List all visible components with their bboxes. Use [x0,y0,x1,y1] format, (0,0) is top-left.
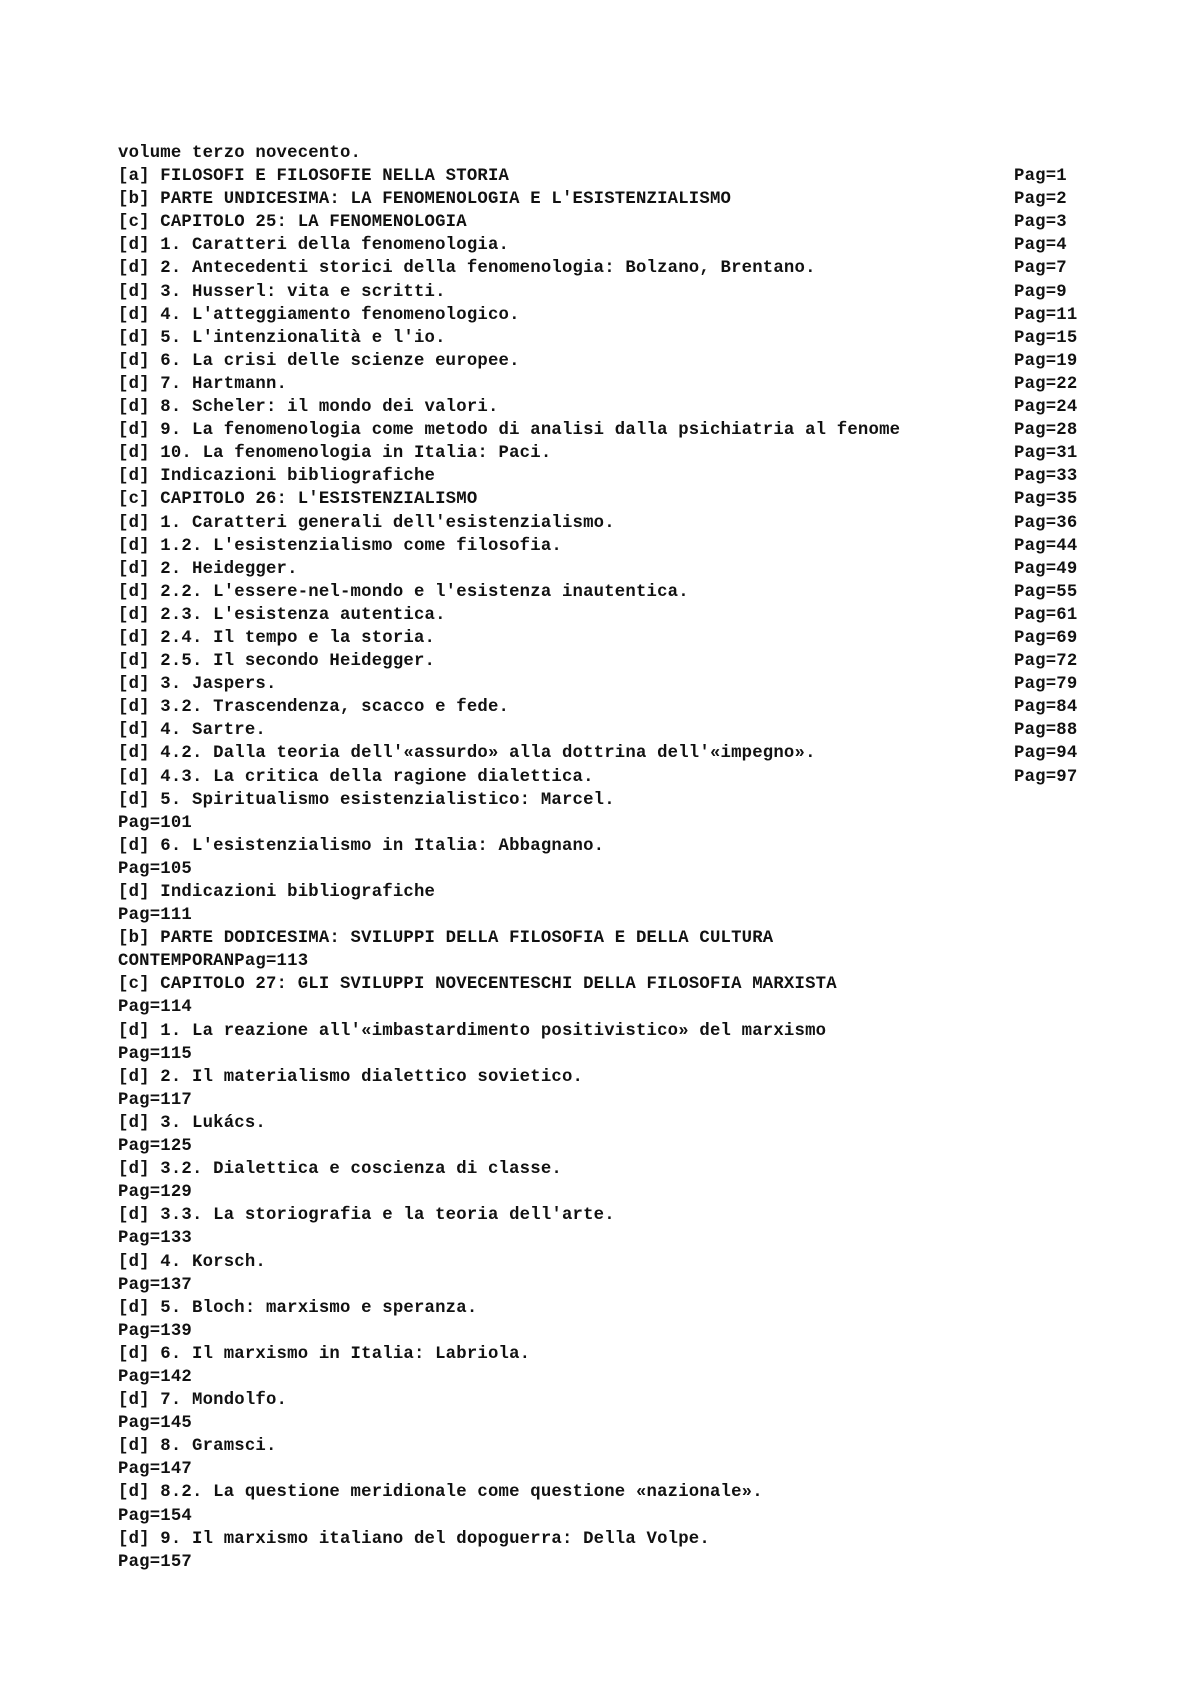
toc-entry-title: [b] PARTE UNDICESIMA: LA FENOMENOLOGIA E L'ESISTENZIALISMO [118,190,732,210]
toc-entry [118,650,1098,673]
toc-entry [118,211,1098,234]
toc-entry-page: Pag=7 [1014,257,1067,280]
toc-entry-title: [d] 7. Hartmann. [118,374,288,394]
toc-entry-title: [d] 8. Scheler: il mondo dei valori. [118,398,499,418]
toc-entry [118,766,1098,789]
toc-entry-title: [d] 3.2. Trascendenza, scacco e fede. [118,698,510,718]
toc-entry-page: Pag=157 [118,1552,192,1572]
toc-entry-page: Pag=31 [1014,442,1077,465]
toc-entry-title: [d] 2. Il materialismo dialettico sovietico. [118,1067,584,1087]
toc-document [118,142,1098,1574]
toc-entry-title: [d] 1. Caratteri generali dell'esistenzialismo. [118,513,615,533]
toc-entry-page: Pag=15 [1014,327,1077,350]
toc-entry-page: Pag=36 [1014,512,1077,535]
toc-entry [118,373,1098,396]
toc-entry [118,327,1098,350]
toc-entry-page: Pag=2 [1014,188,1067,211]
toc-entry-title: [d] Indicazioni bibliografiche [118,467,436,487]
toc-entry-title: [d] 4. L'atteggiamento fenomenologico. [118,305,520,325]
toc-entry-page: CONTEMPORANPag=113 [118,952,309,972]
toc-entry-page: Pag=88 [1014,719,1077,742]
toc-entry-page: Pag=72 [1014,650,1077,673]
toc-entry [118,627,1098,650]
toc-entry-title: [d] Indicazioni bibliografiche [118,883,436,902]
toc-entry [118,604,1098,627]
toc-entry-page: Pag=1 [1014,165,1067,188]
toc-entry-page: Pag=61 [1014,604,1077,627]
toc-entry-title: [d] 2. Heidegger. [118,559,298,579]
toc-entry-page: Pag=55 [1014,581,1077,604]
toc-entry-title: [d] 8.2. La questione meridionale come questione «nazionale». [118,1483,763,1503]
toc-entry-page: Pag=147 [118,1460,192,1480]
toc-entry-page: Pag=94 [1014,742,1077,765]
toc-entry-title: [d] 2.3. L'esistenza autentica. [118,605,446,625]
toc-entry-page: Pag=4 [1014,234,1067,257]
toc-entry-title: [d] 9. Il marxismo italiano del dopoguerra: Della Volpe. [118,1529,710,1549]
toc-entry-title: [d] 1. La reazione all'«imbastardimento positivistico» del marxismo [118,1021,827,1041]
toc-entry-page: Pag=24 [1014,396,1077,419]
toc-entry-page: Pag=129 [118,1183,192,1203]
toc-entry-title: [a] FILOSOFI E FILOSOFIE NELLA STORIA [118,167,510,187]
toc-entry [118,281,1098,304]
toc-entry-page: Pag=111 [118,906,192,926]
toc-entry-page: Pag=142 [118,1367,192,1387]
toc-entry [118,696,1098,719]
toc-entry-page: Pag=84 [1014,696,1077,719]
toc-entry [118,673,1098,696]
toc-entry-page: Pag=101 [118,813,192,833]
toc-aligned-entries [118,165,1098,789]
toc-entry-title: [c] CAPITOLO 27: GLI SVILUPPI NOVECENTESCHI DELLA FILOSOFIA MARXISTA [118,975,837,995]
toc-entry-title: [d] 5. Bloch: marxismo e speranza. [118,1298,478,1318]
toc-entry-title: [d] 4.2. Dalla teoria dell'«assurdo» alla dottrina dell'«impegno». [118,744,816,764]
toc-entry-title: [d] 4. Korsch. [118,1252,266,1272]
toc-entry-title: [d] 4. Sartre. [118,721,266,741]
toc-entry [118,257,1098,280]
toc-entry-page: Pag=139 [118,1321,192,1341]
toc-entry-page: Pag=117 [118,1090,192,1110]
toc-entry-title: [d] 2.4. Il tempo e la storia. [118,628,436,648]
toc-entry-page: Pag=114 [118,998,192,1018]
toc-entry-page: Pag=97 [1014,766,1077,789]
toc-entry [118,535,1098,558]
toc-entry-title: [d] 1. Caratteri della fenomenologia. [118,236,510,256]
toc-entry-page: Pag=137 [118,1275,192,1295]
toc-entry-page: Pag=35 [1014,488,1077,511]
toc-wrapped-entries [118,789,1098,1574]
toc-entry-title: [d] 3. Jaspers. [118,675,277,695]
toc-entry-page: Pag=28 [1014,419,1077,442]
toc-entry-title: [d] 3.2. Dialettica e coscienza di classe. [118,1160,562,1180]
toc-entry-title: [d] 5. L'intenzionalità e l'io. [118,328,446,348]
toc-entry [118,558,1098,581]
toc-entry [118,512,1098,535]
toc-entry-page: Pag=11 [1014,304,1077,327]
toc-entry-title: [d] 7. Mondolfo. [118,1391,288,1411]
toc-entry-title: [d] 5. Spiritualismo esistenzialistico: Marcel. [118,790,615,810]
toc-entry-page: Pag=19 [1014,350,1077,373]
toc-entry-title: [d] 8. Gramsci. [118,1437,277,1457]
toc-entry-page: Pag=115 [118,1044,192,1064]
toc-entry-title: [d] 9. La fenomenologia come metodo di analisi dalla psichiatria al fenome [118,421,901,441]
toc-entry-title: [c] CAPITOLO 26: L'ESISTENZIALISMO [118,490,478,510]
toc-entry-title: [b] PARTE DODICESIMA: SVILUPPI DELLA FILOSOFIA E DELLA CULTURA [118,929,774,949]
toc-entry-title: [d] 4.3. La critica della ragione dialettica. [118,767,594,787]
toc-entry-page: Pag=154 [118,1506,192,1526]
document-title: volume terzo novecento. [118,144,362,163]
toc-entry-title: [d] 3. Husserl: vita e scritti. [118,282,446,302]
toc-entry-page: Pag=33 [1014,465,1077,488]
toc-entry-title: [d] 1.2. L'esistenzialismo come filosofia. [118,536,562,556]
toc-entry-title: [d] 2.5. Il secondo Heidegger. [118,652,436,672]
toc-entry [118,442,1098,465]
toc-entry-title: [c] CAPITOLO 25: LA FENOMENOLOGIA [118,213,467,233]
toc-entry [118,719,1098,742]
toc-entry-title: [d] 3.3. La storiografia e la teoria dell'arte. [118,1206,615,1226]
toc-entry [118,188,1098,211]
toc-entry [118,488,1098,511]
toc-entry-title: [d] 2.2. L'essere-nel-mondo e l'esistenza inautentica. [118,582,689,602]
toc-entry-page: Pag=44 [1014,535,1077,558]
toc-entry-title: [d] 10. La fenomenologia in Italia: Paci. [118,444,552,464]
toc-entry-page: Pag=9 [1014,281,1067,304]
toc-entry-page: Pag=145 [118,1414,192,1434]
toc-entry [118,419,1098,442]
toc-entry-page: Pag=49 [1014,558,1077,581]
toc-entry-title: [d] 3. Lukács. [118,1113,266,1133]
toc-entry-page: Pag=105 [118,859,192,879]
toc-entry [118,396,1098,419]
toc-entry-page: Pag=69 [1014,627,1077,650]
toc-entry-page: Pag=133 [118,1229,192,1249]
toc-entry [118,165,1098,188]
toc-entry-title: [d] 6. La crisi delle scienze europee. [118,351,520,371]
toc-entry [118,234,1098,257]
toc-entry [118,465,1098,488]
toc-entry [118,350,1098,373]
toc-entry-page: Pag=22 [1014,373,1077,396]
toc-entry-page: Pag=125 [118,1137,192,1157]
toc-entry [118,581,1098,604]
toc-entry-title: [d] 6. Il marxismo in Italia: Labriola. [118,1344,531,1364]
toc-entry-title: [d] 2. Antecedenti storici della fenomenologia: Bolzano, Brentano. [118,259,816,279]
toc-entry [118,304,1098,327]
toc-entry [118,742,1098,765]
toc-entry-page: Pag=79 [1014,673,1077,696]
toc-entry-title: [d] 6. L'esistenzialismo in Italia: Abbagnano. [118,836,605,856]
toc-entry-page: Pag=3 [1014,211,1067,234]
